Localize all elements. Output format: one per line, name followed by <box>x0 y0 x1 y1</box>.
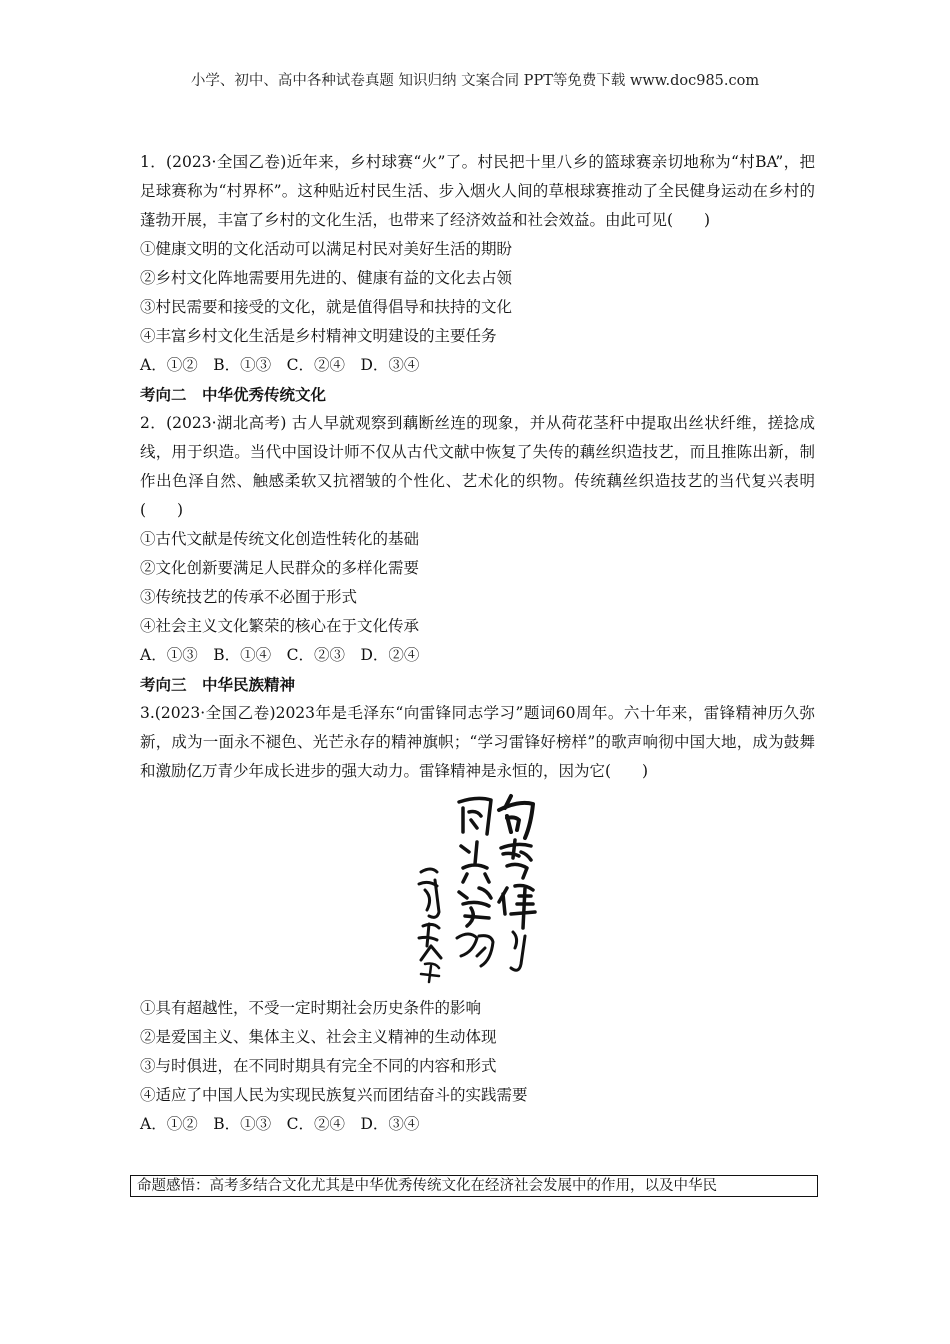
q1-option-4: ④丰富乡村文化生活是乡村精神文明建设的主要任务 <box>140 327 497 345</box>
q3-option-1: ①具有超越性，不受一定时期社会历史条件的影响 <box>140 999 482 1017</box>
q1-option-2: ②乡村文化阵地需要用先进的、健康有益的文化去占领 <box>140 269 513 287</box>
q3-choices: A．①② B．①③ C．②④ D．③④ <box>140 1115 420 1133</box>
section-title-3: 考向三 中华民族精神 <box>140 675 296 694</box>
q2-option-3: ③传统技艺的传承不必囿于形式 <box>140 588 358 606</box>
q2-stem: 2．(2023·湖北高考) 古人早就观察到藕断丝连的现象，并从荷花茎秆中提取出丝状纤维，搓捻成线，用于织造。当代中国设计师不仅从古代文献中恢复了失传的藕丝织造技艺，而且推陈出新，制作出色泽自然、触感柔软又抗褶皱的个性化、艺术化的织物。传统藕丝织造技艺的当代复兴表明( ) <box>140 414 815 519</box>
question-content <box>140 148 815 1139</box>
page-header: 小学、初中、高中各种试卷真题 知识归纳 文案合同 PPT等免费下载 www.doc985.com <box>190 73 760 89</box>
q2-option-4: ④社会主义文化繁荣的核心在于文化传承 <box>140 617 420 635</box>
calligraphy-image <box>140 788 815 988</box>
footnote-box: 命题感悟：高考多结合文化尤其是中华优秀传统文化在经济社会发展中的作用，以及中华民 <box>130 1175 818 1197</box>
q2-option-1: ①古代文献是传统文化创造性转化的基础 <box>140 530 420 548</box>
q1-choices: A．①② B．①③ C．②④ D．③④ <box>140 356 420 374</box>
q3-option-2: ②是爱国主义、集体主义、社会主义精神的生动体现 <box>140 1028 497 1046</box>
calligraphy-inscription <box>407 788 547 984</box>
q1-option-3: ③村民需要和接受的文化，就是值得倡导和扶持的文化 <box>140 298 513 316</box>
q1-option-1: ①健康文明的文化活动可以满足村民对美好生活的期盼 <box>140 240 513 258</box>
q3-option-4: ④适应了中国人民为实现民族复兴而团结奋斗的实践需要 <box>140 1086 528 1104</box>
q2-option-2: ②文化创新要满足人民群众的多样化需要 <box>140 559 420 577</box>
q1-stem: 1．(2023·全国乙卷)近年来，乡村球赛“火”了。村民把十里八乡的篮球赛亲切地称为“村BA”，把足球赛称为“村界杯”。这种贴近村民生活、步入烟火人间的草根球赛推动了全民健身运动在乡村的蓬勃开展，丰富了乡村的文化生活，也带来了经济效益和社会效益。由此可见( ) <box>140 153 815 229</box>
q2-choices: A．①③ B．①④ C．②③ D．②④ <box>140 646 420 664</box>
q3-option-3: ③与时俱进，在不同时期具有完全不同的内容和形式 <box>140 1057 497 1075</box>
section-title-2: 考向二 中华优秀传统文化 <box>140 385 327 404</box>
q3-stem: 3.(2023·全国乙卷)2023年是毛泽东“向雷锋同志学习”题词60周年。六十年来，雷锋精神历久弥新，成为一面永不褪色、光芒永存的精神旗帜；“学习雷锋好榜样”的歌声响彻中国大地，成为鼓舞和激励亿万青少年成长进步的强大动力。雷锋精神是永恒的，因为它( ) <box>140 704 815 780</box>
